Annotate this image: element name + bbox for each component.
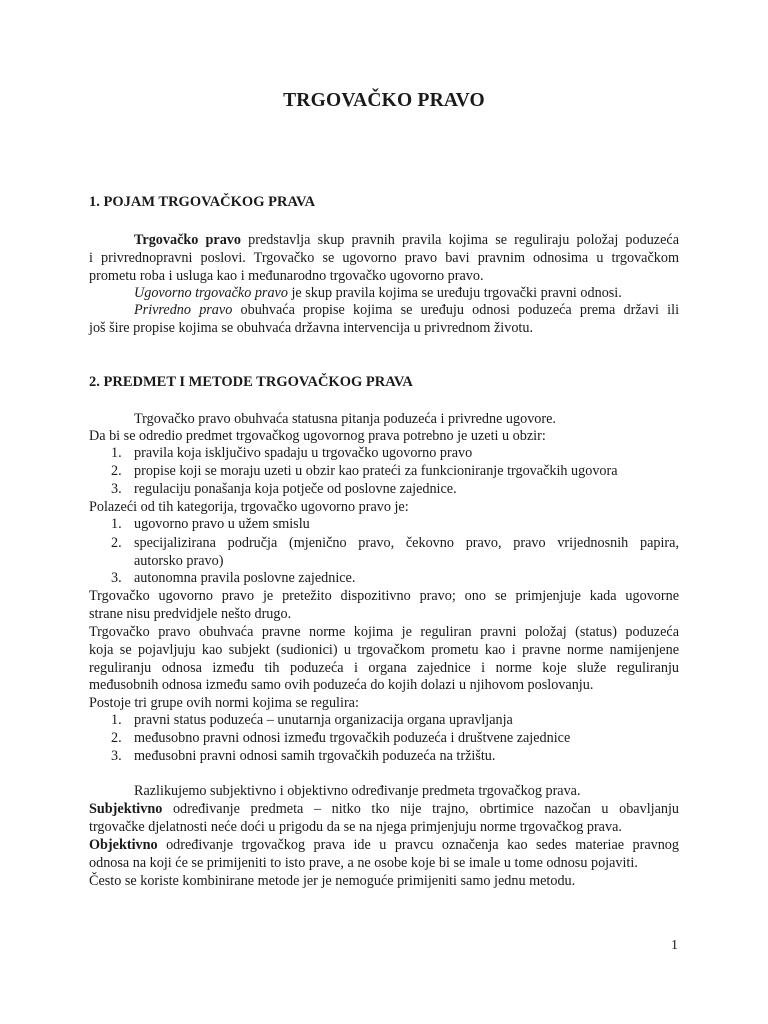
s2-obj-line2: odnosa na koji će se primijeniti to isto prave, a ne osobe koje bi se imale u tome odnosu pojaviti.	[89, 855, 638, 871]
term-privredno-pravo: Privredno pravo	[134, 302, 233, 318]
term-objektivno: Objektivno	[89, 837, 158, 853]
list-2-item: autonomna pravila poslovne zajednice.	[134, 570, 356, 586]
page-number: 1	[671, 938, 678, 953]
list-2-item-line2: autorsko pravo)	[134, 553, 224, 569]
list-3-item: pravni status poduzeća – unutarnja organizacija organa upravljanja	[134, 712, 513, 728]
list-1-item: propise koji se moraju uzeti u obzir kao prateći za funkcioniranje trgovačkih ugovora	[134, 463, 618, 479]
s2-obj-line1-text: određivanje trgovačkog prava ide u pravcu označenja kao sedes materiae pravnog	[166, 837, 679, 853]
list-2-number: 3.	[111, 570, 122, 586]
section-2-heading: 2. PREDMET I METODE TRGOVAČKOG PRAVA	[89, 374, 413, 390]
s1-p1-line1	[134, 232, 679, 249]
s1-p1-line1-text: predstavlja skup pravnih pravila kojima se reguliraju položaj poduzeća	[248, 232, 679, 248]
s1-p1-line2: i privrednopravni poslovi. Trgovačko se ugovorno pravo bavi pravnim odnosima u trgovačkom	[89, 250, 679, 266]
list-1-item: regulaciju ponašanja koja potječe od poslovne zajednice.	[134, 481, 457, 497]
list-1-item: pravila koja isključivo spadaju u trgovačko ugovorno pravo	[134, 445, 473, 461]
term-trgovacko-pravo: Trgovačko pravo	[134, 232, 241, 248]
s2-para-b-line3: reguliranju odnosa između tih poduzeća i organa zajednice i norme koje služe reguliranju	[89, 660, 679, 676]
s2-para-a-line2: strane nisu predvidjele nešto drugo.	[89, 606, 292, 622]
list-3-number: 3.	[111, 748, 122, 764]
s2-subj-line1-text: određivanje predmeta – nitko tko nije trajno, obrtimice nazočan u obavljanju	[172, 801, 680, 817]
section-1-heading: 1. POJAM TRGOVAČKOG PRAVA	[89, 194, 316, 210]
s1-p1-line3: prometu roba i usluga kao i međunarodno trgovačko ugovorno pravo.	[89, 268, 484, 284]
s2-lead2: Polazeći od tih kategorija, trgovačko ugovorno pravo je:	[89, 499, 409, 515]
s2-para-b-line2: koja se pojavljuju kao subjekt (sudionici) u trgovačkom prometu kao i pravne norme namijenjene	[89, 642, 679, 658]
list-3-item: međusobni pravni odnosi samih trgovačkih poduzeća na tržištu.	[134, 748, 496, 764]
list-2-item-line1: specijalizirana područja (mjenično pravo, čekovno pravo, pravo vrijednosnih papira,	[134, 535, 679, 551]
term-subjektivno: Subjektivno	[89, 801, 163, 817]
s2-subj-line1	[89, 801, 679, 818]
s1-p3-line2: još šire propise kojima se obuhvaća državna intervencija u privrednom životu.	[89, 320, 534, 336]
list-2-number: 2.	[111, 535, 122, 551]
list-1-number: 1.	[111, 445, 122, 461]
s1-p3-line1	[134, 302, 679, 319]
s2-para-b-line1: Trgovačko pravo obuhvaća pravne norme kojima je reguliran pravni položaj (status) poduzeća	[89, 624, 679, 640]
s2-para-a-line1: Trgovačko ugovorno pravo je pretežito dispozitivno pravo; ono se primjenjuje kada ugovorne	[89, 588, 679, 604]
s2-lead3: Postoje tri grupe ovih normi kojima se regulira:	[89, 695, 359, 711]
s2-para-b-line4: međusobnih odnosa između samo ovih poduzeća do kojih dolazi u njihovom poslovanju.	[89, 677, 594, 693]
s2-obj-line1	[89, 837, 679, 854]
list-1-number: 3.	[111, 481, 122, 497]
list-2-item: ugovorno pravo u užem smislu	[134, 516, 310, 532]
s1-p2	[134, 285, 622, 302]
s1-p3-line1-text: obuhvaća propise kojima se uređuju odnosi poduzeća prema državi ili	[240, 302, 680, 318]
s2-intro: Trgovačko pravo obuhvaća statusna pitanja poduzeća i privredne ugovore.	[134, 411, 556, 427]
s2-subj-line2: trgovačke djelatnosti neće doći u prigodu da se na njega primjenjuju norme trgovačkog prava.	[89, 819, 622, 835]
s2-para-c: Razlikujemo subjektivno i objektivno određivanje predmeta trgovačkog prava.	[134, 783, 581, 799]
term-ugovorno-trgovacko-pravo: Ugovorno trgovačko pravo	[134, 285, 288, 301]
list-3-number: 1.	[111, 712, 122, 728]
list-2-number: 1.	[111, 516, 122, 532]
list-3-number: 2.	[111, 730, 122, 746]
list-3-item: međusobno pravni odnosi između trgovačkih poduzeća i društvene zajednice	[134, 730, 571, 746]
list-1-number: 2.	[111, 463, 122, 479]
s1-p2-text: je skup pravila kojima se uređuju trgovački pravni odnosi.	[291, 285, 622, 301]
s2-obj-line3: Često se koriste kombinirane metode jer je nemoguće primijeniti samo jednu metodu.	[89, 873, 576, 889]
s2-lead1: Da bi se odredio predmet trgovačkog ugovornog prava potrebno je uzeti u obzir:	[89, 428, 546, 444]
document-title: TRGOVAČKO PRAVO	[283, 90, 485, 111]
